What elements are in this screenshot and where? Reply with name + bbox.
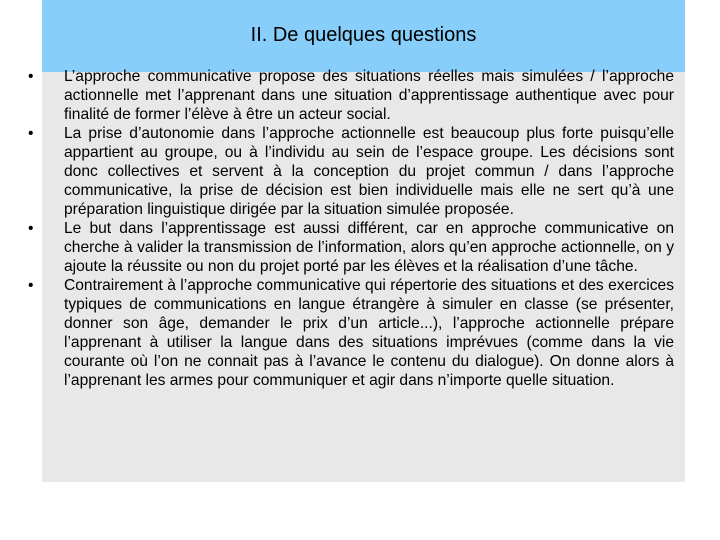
bullet-text: La prise d’autonomie dans l’approche actionnelle est beaucoup plus forte puisqu’elle appartient au groupe, ou à l’individu au sein de l’espace groupe. Les décisions sont donc collectives et servent à la conception du projet commun / dans l’approche communicative, la prise de décision est bien individuelle mais elle ne sert qu’à une préparation linguistique dirigée par la situation simulée proposée. [64,125,674,218]
bullet-text: L’approche communicative propose des situations réelles mais simulées / l’approche actionnelle met l’apprenant dans une situation d’apprentissage authentique avec pour finalité de former l’élève à être un acteur social. [64,68,674,123]
bullet-text: Contrairement à l’approche communicative qui répertorie des situations et des exercices typiques de communications en langue étrangère à simuler en classe (se présenter, donner son âge, demander le prix d’un article...), l’approche actionnelle prépare l’apprenant à utiliser la langue dans des situations imprévues (comme dans la vie courante où l’on ne connait pas à l’avance le contenu du dialogue). On donne alors à l’apprenant les armes pour communiquer et agir dans n’importe quelle situation. [64,277,674,389]
list-item [28,67,674,124]
list-item [28,124,674,219]
bullet-icon: • [28,277,34,294]
list-item [28,219,674,276]
list-item [28,276,674,390]
bullet-icon: • [28,220,34,237]
bullet-icon: • [28,125,34,142]
bullet-list [28,67,674,390]
title-banner [42,0,685,72]
bullet-icon: • [28,68,34,85]
bullet-text: Le but dans l’apprentissage est aussi différent, car en approche communicative on cherche à valider la transmission de l’information, alors qu’en approche actionnelle, on y ajoute la réussite ou non du projet porté par les élèves et la réalisation d’une tâche. [64,220,674,275]
slide-title: II. De quelques questions [250,24,477,46]
